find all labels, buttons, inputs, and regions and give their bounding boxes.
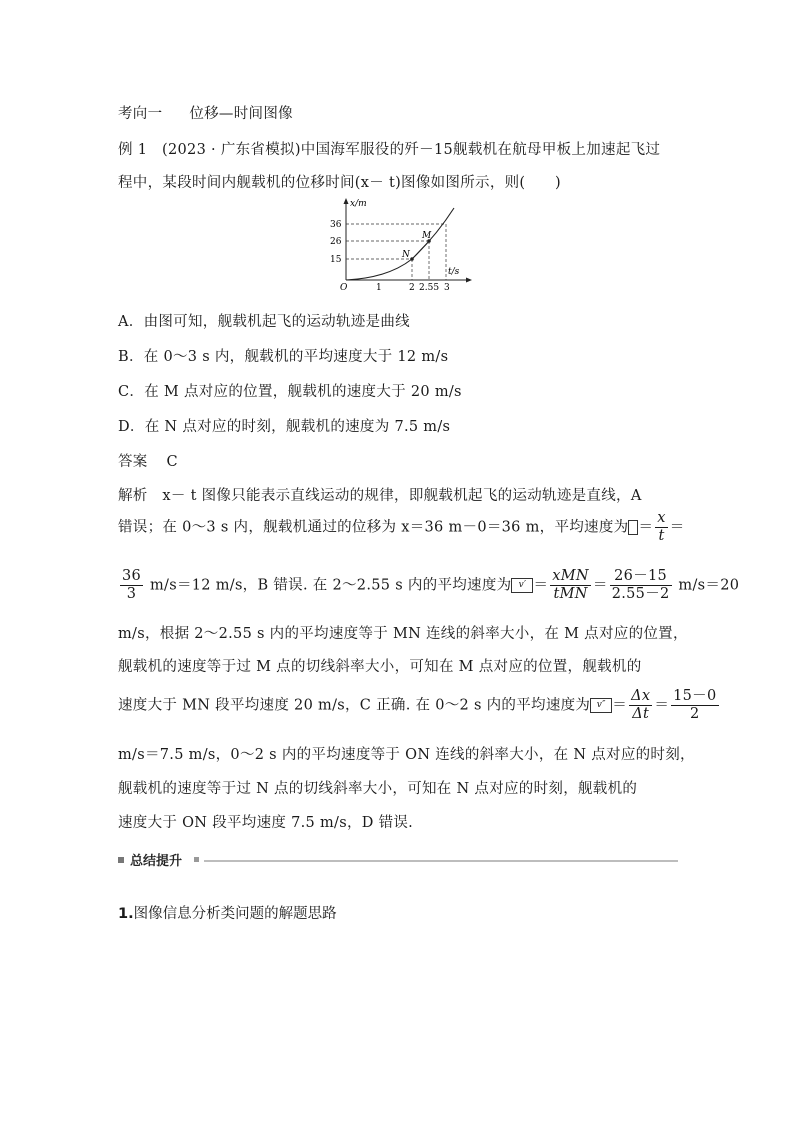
fraction-den: t — [658, 528, 665, 544]
answer-label: 答案 — [118, 454, 148, 470]
option-b: B．在 0～3 s 内，舰载机的平均速度大于 12 m/s — [118, 349, 449, 365]
fraction-xmn-over-tmn — [550, 568, 591, 603]
equals-sign: ＝ — [654, 697, 670, 714]
fraction-num: 15－0 — [673, 688, 717, 704]
section-1-text: 图像信息分析类问题的解题思路 — [133, 906, 337, 922]
section-1-heading — [118, 902, 337, 923]
analysis-line-9: 速度大于 ON 段平均速度 7.5 m/s，D 错误. — [118, 815, 414, 831]
example-line-2: 程中，某段时间内舰载机的位移时间(x－ t)图像如图所示，则( ) — [118, 175, 561, 191]
y-tick-26: 26 — [330, 237, 342, 247]
y-tick-36: 36 — [330, 220, 342, 230]
fraction-26-15 — [610, 568, 672, 603]
fraction-den: 3 — [126, 586, 137, 602]
analysis-line-2 — [118, 510, 685, 545]
summary-square-icon — [118, 857, 124, 863]
heading-label: 考向一 — [118, 106, 163, 122]
analysis-line-3 — [118, 568, 739, 603]
analysis-text: m/s＝20 — [673, 577, 740, 594]
x-tick-1: 1 — [376, 283, 382, 292]
option-c: C．在 M 点对应的位置，舰载机的速度大于 20 m/s — [118, 384, 462, 400]
x-axis-arrow — [466, 278, 472, 283]
point-n-dot — [410, 257, 414, 261]
analysis-line-5: 舰载机的速度等于过 M 点的切线斜率大小，可知在 M 点对应的位置，舰载机的 — [118, 659, 642, 675]
y-axis-label: x/m — [350, 199, 367, 209]
point-m-label: M — [422, 231, 432, 241]
origin-label: O — [340, 283, 348, 292]
fraction-den: 2 — [690, 706, 700, 722]
summary-dot-icon — [194, 857, 199, 862]
x-tick-255: 2.55 — [419, 283, 440, 292]
section-heading — [118, 102, 315, 123]
equals-sign: ＝ — [638, 519, 654, 536]
xt-curve — [346, 208, 454, 280]
analysis-text: 速度大于 MN 段平均速度 20 m/s，C 正确. 在 0～2 s 内的平均速度为 — [118, 697, 591, 714]
section-1-number: 1. — [118, 906, 134, 922]
fraction-num: 26－15 — [610, 568, 672, 586]
y-tick-15: 15 — [330, 255, 342, 265]
analysis-line-7: m/s＝7.5 m/s，0～2 s 内的平均速度等于 ON 连线的斜率大小，在 N 点对应的时刻， — [118, 747, 695, 763]
fraction-num: Δx — [631, 688, 651, 704]
fraction-num: x — [657, 510, 666, 526]
analysis-line-8: 舰载机的速度等于过 N 点的切线斜率大小，可知在 N 点对应的时刻，舰载机的 — [118, 781, 638, 797]
chord-mn — [412, 241, 429, 259]
example-line-1: 例 1 (2023 · 广东省模拟)中国海军服役的歼－15舰载机在航母甲板上加速起飞过 — [118, 142, 661, 158]
summary-rule — [204, 860, 678, 862]
analysis-text: m/s＝12 m/s，B 错误. 在 2～2.55 s 内的平均速度为 — [145, 577, 512, 594]
analysis-text: 错误；在 0～3 s 内，舰载机通过的位移为 x＝36 m－0＝36 m，平均速度为 — [118, 519, 629, 536]
fraction-den: tMN — [553, 586, 588, 602]
option-d: D．在 N 点对应的时刻，舰载机的速度为 7.5 m/s — [118, 419, 451, 435]
x-tick-2: 2 — [409, 283, 415, 292]
equals-sign: ＝ — [612, 697, 628, 714]
fraction-15-0-over-2 — [671, 688, 718, 723]
analysis-line-1: 解析 x－ t 图像只能表示直线运动的规律，即舰载机起飞的运动轨迹是直线，A — [118, 488, 642, 504]
analysis-line-6 — [118, 688, 721, 723]
equals-sign: ＝ — [533, 577, 549, 594]
fraction-x-over-t — [655, 510, 667, 545]
analysis-line-4: m/s，根据 2～2.55 s 内的平均速度等于 MN 连线的斜率大小，在 M 点对应的位置， — [118, 626, 688, 642]
avg-velocity-box-prime: v′ — [511, 578, 533, 593]
equals-sign: ＝ — [592, 577, 608, 594]
x-axis-label: t/s — [448, 267, 460, 277]
answer-value: C — [166, 454, 178, 470]
fraction-den: Δt — [632, 706, 650, 722]
fraction-den: 2.55－2 — [611, 586, 670, 602]
avg-velocity-box-double-prime: v″ — [590, 698, 612, 713]
fraction-36-over-3 — [120, 568, 143, 603]
heading-title: 位移—时间图像 — [189, 106, 293, 122]
point-n-label: N — [402, 250, 410, 260]
y-axis-arrow — [344, 198, 349, 204]
equals-sign: ＝ — [669, 519, 685, 536]
xt-graph — [318, 196, 478, 292]
option-a: A．由图可知，舰载机起飞的运动轨迹是曲线 — [118, 314, 410, 330]
avg-velocity-box — [628, 520, 638, 535]
summary-divider — [118, 850, 678, 872]
fraction-dx-over-dt — [629, 688, 652, 723]
fraction-num: xMN — [552, 568, 589, 584]
summary-title: 总结提升 — [130, 854, 183, 869]
answer-line — [118, 450, 178, 471]
x-tick-3: 3 — [444, 283, 450, 292]
fraction-num: 36 — [122, 568, 142, 584]
